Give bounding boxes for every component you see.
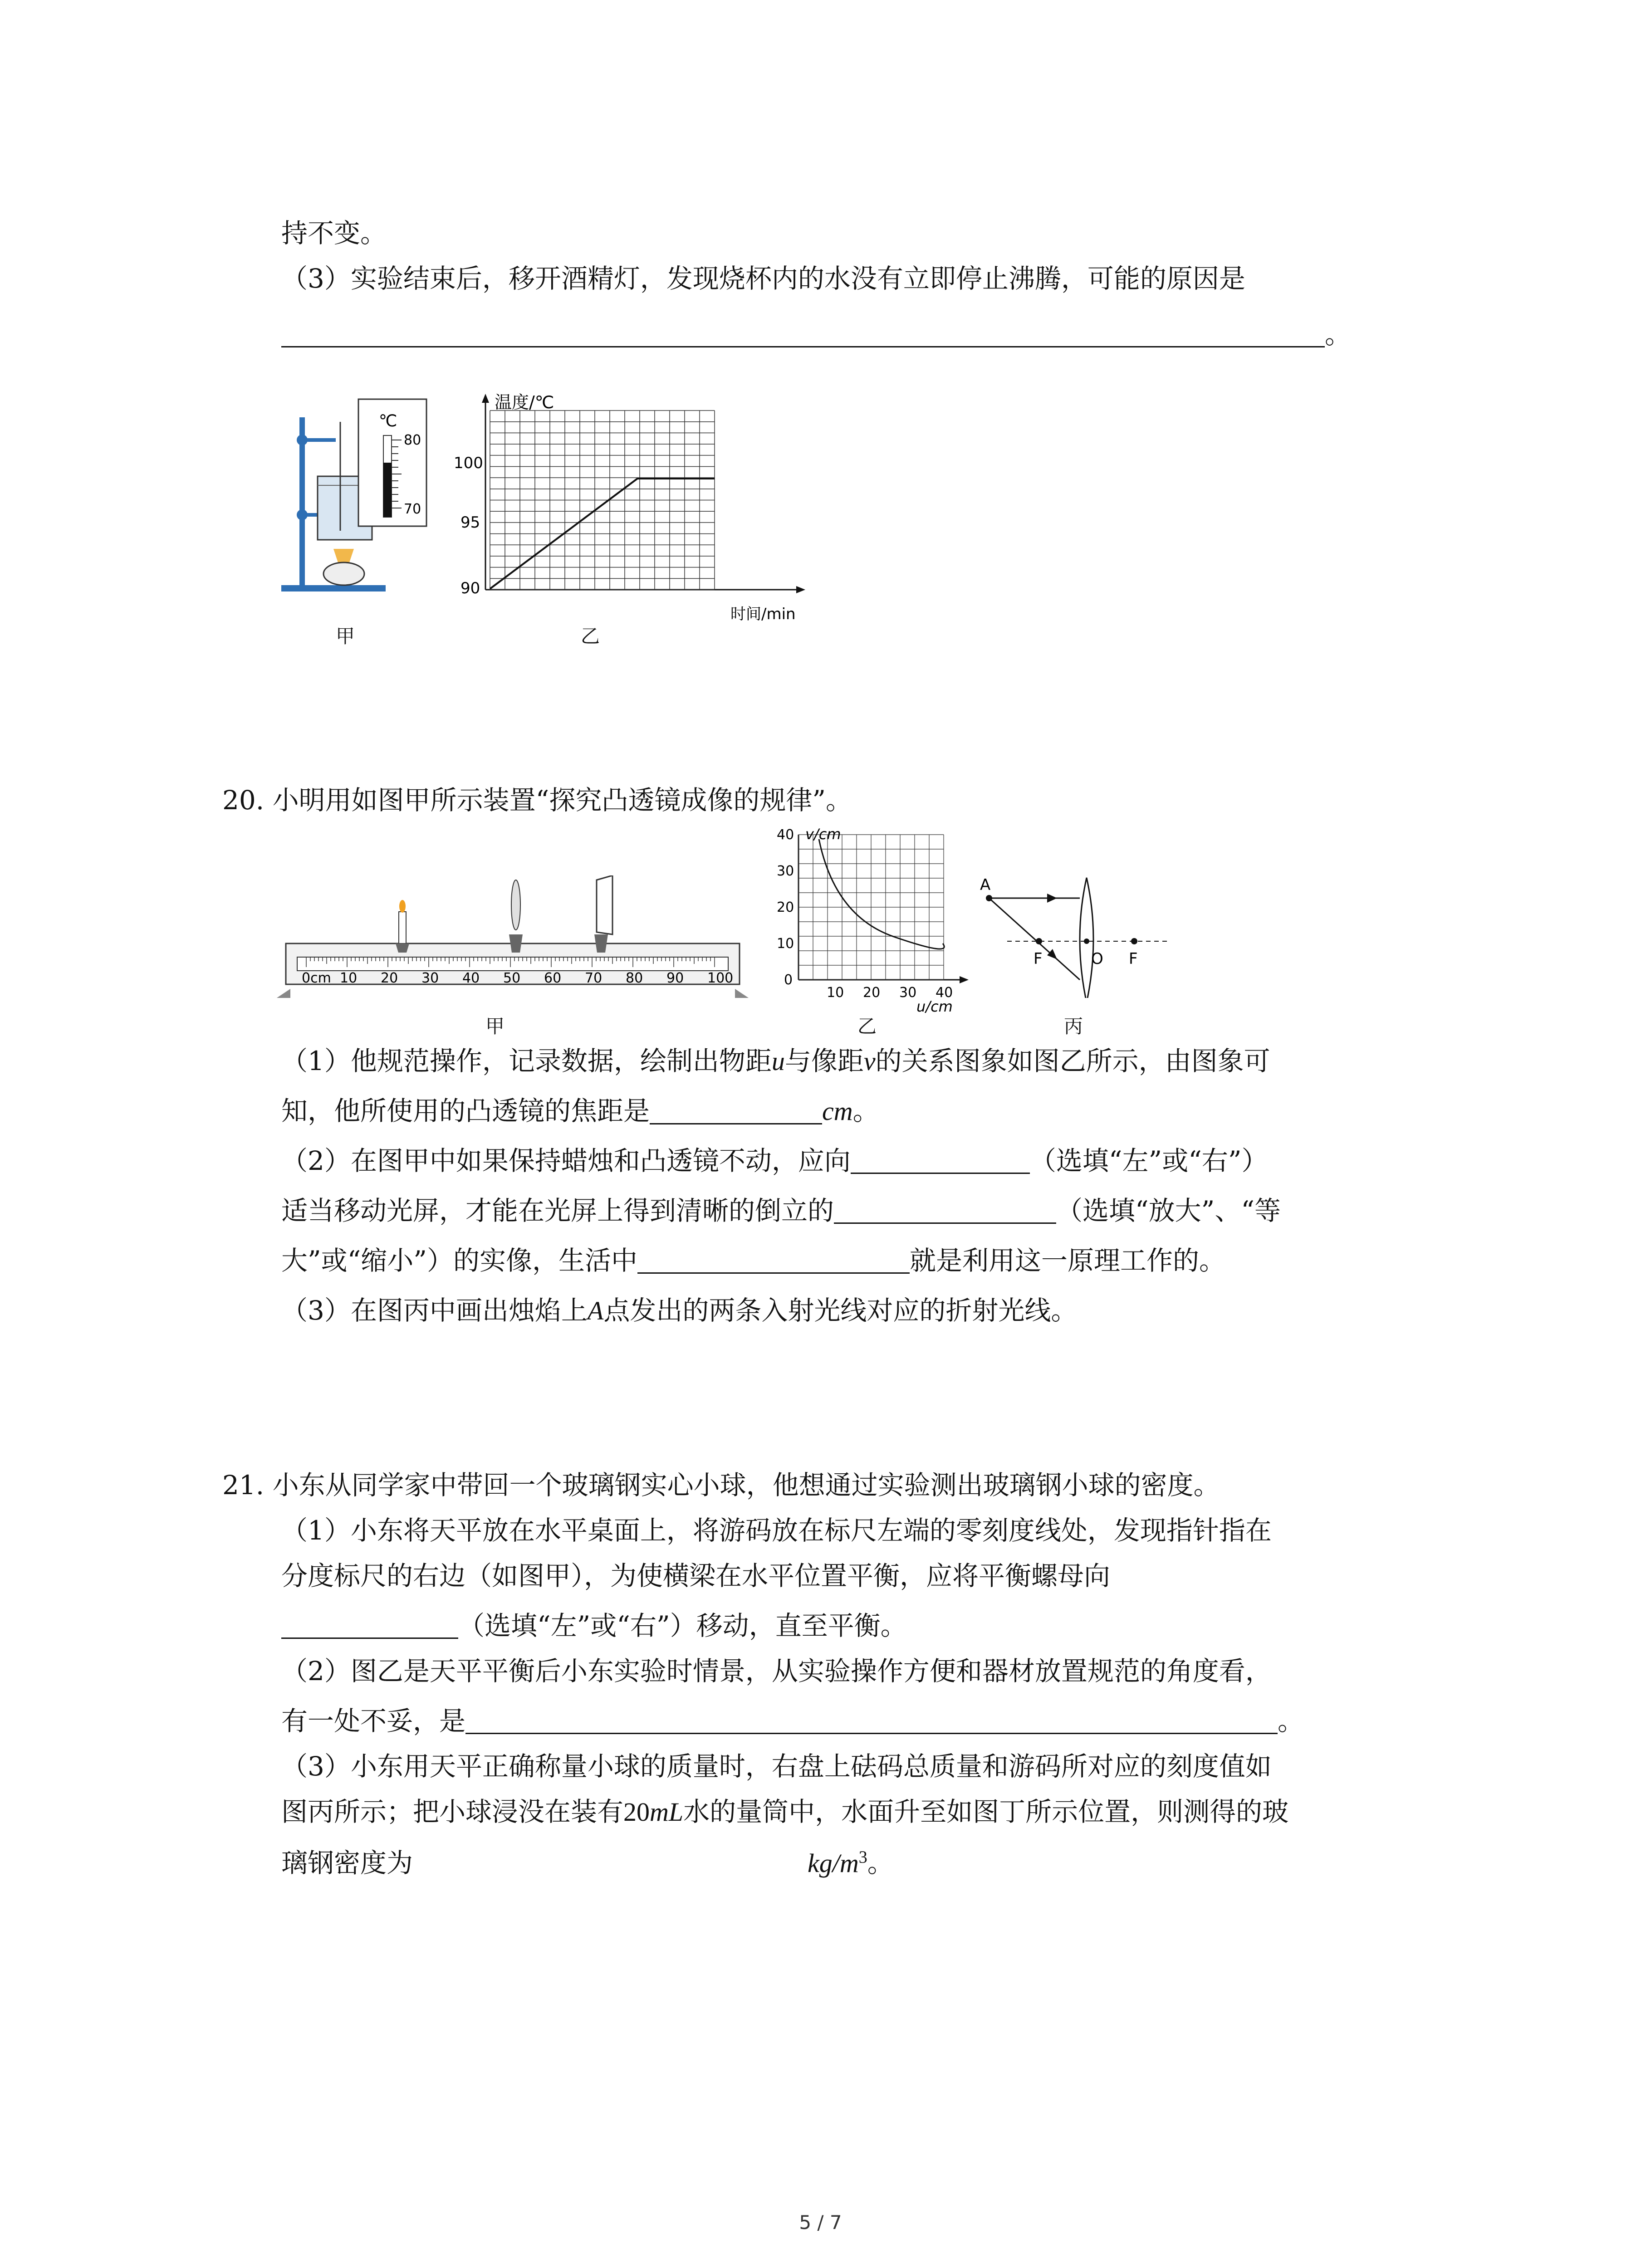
q20-p2-text-f: 就是利用这一原理工作的。 xyxy=(909,1245,1225,1276)
q19-answer-blank[interactable] xyxy=(281,323,1325,347)
balance-nut-blank[interactable] xyxy=(281,1614,458,1639)
q20-stem: 20. 小明用如图甲所示装置“探究凸透镜成像的规律”。 xyxy=(222,785,852,816)
q20-part2-line2 xyxy=(281,1195,1281,1226)
q19-fig-jia-caption: 甲 xyxy=(336,625,355,647)
q21-p1-text-c: （选填“左”或“右”）移动，直至平衡。 xyxy=(458,1610,907,1641)
q21-p3-text-b: 图丙所示；把小球浸没在装有 xyxy=(281,1796,624,1827)
q21-part3-line3 xyxy=(281,1848,894,1877)
q19-fig-yi-caption: 乙 xyxy=(581,625,600,647)
q20-p2-text-a: （2）在图甲中如果保持蜡烛和凸透镜不动，应向 xyxy=(281,1145,851,1176)
scale-label: 0cm xyxy=(302,970,331,986)
lens-ray-diagram xyxy=(971,871,1180,998)
focus-right-label: F xyxy=(1129,950,1138,968)
temperature-time-graph xyxy=(454,390,835,626)
q20-p2-text-e: 大”或“缩小”）的实像，生活中 xyxy=(281,1245,637,1276)
focus-left-label: F xyxy=(1034,950,1043,968)
density-answer-space[interactable] xyxy=(413,1848,808,1872)
scale-label: 30 xyxy=(421,970,439,986)
graph-tick-90: 90 xyxy=(460,579,480,597)
q20-part2-line3 xyxy=(281,1247,1225,1274)
q19-part3 xyxy=(281,265,1245,292)
x-tick-label: 30 xyxy=(899,985,917,1001)
q20-p3-text-a: （3）在图丙中画出烛焰上 xyxy=(281,1295,588,1326)
q20-part1-line1 xyxy=(281,1048,1270,1075)
page-number: 5 / 7 xyxy=(799,2211,842,2234)
q21-part1-line3 xyxy=(281,1610,907,1641)
thermometer-tick-80: 80 xyxy=(404,432,421,448)
q20-fig-yi-caption: 乙 xyxy=(857,1015,877,1037)
improper-operation-blank[interactable] xyxy=(465,1709,1278,1734)
scale-label: 60 xyxy=(544,970,562,986)
q20-fig-jia-caption: 甲 xyxy=(485,1015,505,1037)
x-tick-label: 40 xyxy=(936,985,953,1001)
scale-label: 100 xyxy=(707,970,734,986)
application-blank[interactable] xyxy=(637,1249,910,1274)
q21-stem: 21. 小东从同学家中带回一个玻璃钢实心小球，他想通过实验测出玻璃钢小球的密度。 xyxy=(222,1470,1220,1501)
q21-part1-line1: （1）小东将天平放在水平桌面上，将游码放在标尺左端的零刻度线处，发现指针指在 xyxy=(281,1515,1272,1546)
unit-kg-per-m: kg/m xyxy=(808,1848,859,1878)
unit-mL: mL xyxy=(650,1797,684,1827)
scale-label: 70 xyxy=(585,970,603,986)
graph-u-label: u/cm xyxy=(916,998,953,1015)
q21-part3-line2 xyxy=(281,1796,1289,1827)
thermometer-tick-70: 70 xyxy=(404,501,421,517)
water-volume: 20 xyxy=(623,1797,650,1827)
q20-p3-text-b: 点发出的两条入射光线对应的折射光线。 xyxy=(603,1295,1078,1326)
boiling-apparatus-figure xyxy=(272,395,436,603)
q19-part3-text: （3）实验结束后，移开酒精灯，发现烧杯内的水没有立即停止沸腾，可能的原因是 xyxy=(281,263,1245,294)
q21-part2-line1: （2）图乙是天平平衡后小东实验时情景，从实验操作方便和器材放置规范的角度看， xyxy=(281,1656,1272,1686)
q20-p1-text-b: 与像距 xyxy=(784,1046,864,1076)
scale-label: 10 xyxy=(340,970,358,986)
scale-label: 90 xyxy=(666,970,684,986)
q20-p1-text-a: （1）他规范操作，记录数据，绘制出物距 xyxy=(281,1046,772,1076)
q21-p3-text-d: 璃钢密度为 xyxy=(281,1848,413,1878)
scale-label: 40 xyxy=(462,970,480,986)
y-tick-label: 30 xyxy=(777,863,794,879)
optical-center-label: O xyxy=(1091,950,1103,968)
var-u: u xyxy=(771,1046,785,1076)
q21-p3-text-c: 水的量筒中，水面升至如图丁所示位置，则测得的玻 xyxy=(683,1796,1289,1827)
q20-p2-text-d: （选填“放大”、“等 xyxy=(1056,1195,1281,1226)
thermometer-unit: ℃ xyxy=(379,412,397,430)
graph-tick-100: 100 xyxy=(454,454,483,472)
q20-p2-text-c: 适当移动光屏，才能在光屏上得到清晰的倒立的 xyxy=(281,1195,834,1226)
q20-part1-line2 xyxy=(281,1095,879,1126)
scale-label: 20 xyxy=(381,970,398,986)
x-tick-label: 20 xyxy=(863,985,881,1001)
q20-part3 xyxy=(281,1297,1077,1324)
graph-tick-95: 95 xyxy=(460,513,480,532)
q20-p1-text-e: 。 xyxy=(852,1095,879,1126)
q20-part2-line1 xyxy=(281,1145,1268,1176)
graph-v-label: v/cm xyxy=(805,826,841,843)
q21-p2-text-c: 。 xyxy=(1278,1706,1304,1736)
var-v: v xyxy=(863,1046,876,1076)
q20-p1-text-d: 知，他所使用的凸透镜的焦距是 xyxy=(281,1095,650,1126)
q20-p1-text-c: 的关系图象如图乙所示，由图象可 xyxy=(875,1046,1270,1076)
q20-fig-bing-caption: 丙 xyxy=(1064,1015,1083,1037)
image-size-blank[interactable] xyxy=(834,1199,1056,1224)
focal-length-blank[interactable] xyxy=(650,1100,822,1124)
scale-label: 50 xyxy=(503,970,521,986)
optical-bench-figure xyxy=(277,875,749,1002)
y-tick-label: 40 xyxy=(777,827,794,843)
x-tick-label: 10 xyxy=(827,985,844,1001)
graph-xlabel: 时间/min xyxy=(730,605,796,623)
q21-part3-line1: （3）小东用天平正确称量小球的质量时，右盘上砝码总质量和游码所对应的刻度值如 xyxy=(281,1751,1272,1782)
q19-part3-end: 。 xyxy=(1325,319,1352,350)
q21-p2-text-b: 有一处不妥，是 xyxy=(281,1706,466,1736)
y-tick-label: 10 xyxy=(777,936,794,952)
y-tick-label: 0 xyxy=(784,972,793,988)
q20-p2-text-b: （选填“左”或“右”） xyxy=(1029,1145,1268,1176)
graph-ylabel: 温度/℃ xyxy=(495,392,554,412)
y-tick-label: 20 xyxy=(777,899,794,915)
point-A-label: A xyxy=(980,876,991,894)
unit-cm: cm xyxy=(822,1096,853,1126)
unit-exponent: 3 xyxy=(858,1848,867,1867)
q19-continuation: 持不变。 xyxy=(281,218,387,249)
direction-blank[interactable] xyxy=(851,1149,1030,1174)
v-u-curve xyxy=(819,839,944,949)
scale-label: 80 xyxy=(626,970,643,986)
image-object-distance-graph xyxy=(767,826,975,1016)
q19-part3-answer xyxy=(281,319,1352,350)
q21-part2-line2 xyxy=(281,1708,1304,1734)
q21-p3-text-e: 。 xyxy=(867,1848,894,1878)
q21-part1-line2: 分度标尺的右边（如图甲），为使横梁在水平位置平衡，应将平衡螺母向 xyxy=(281,1560,1111,1591)
var-A: A xyxy=(587,1296,604,1325)
